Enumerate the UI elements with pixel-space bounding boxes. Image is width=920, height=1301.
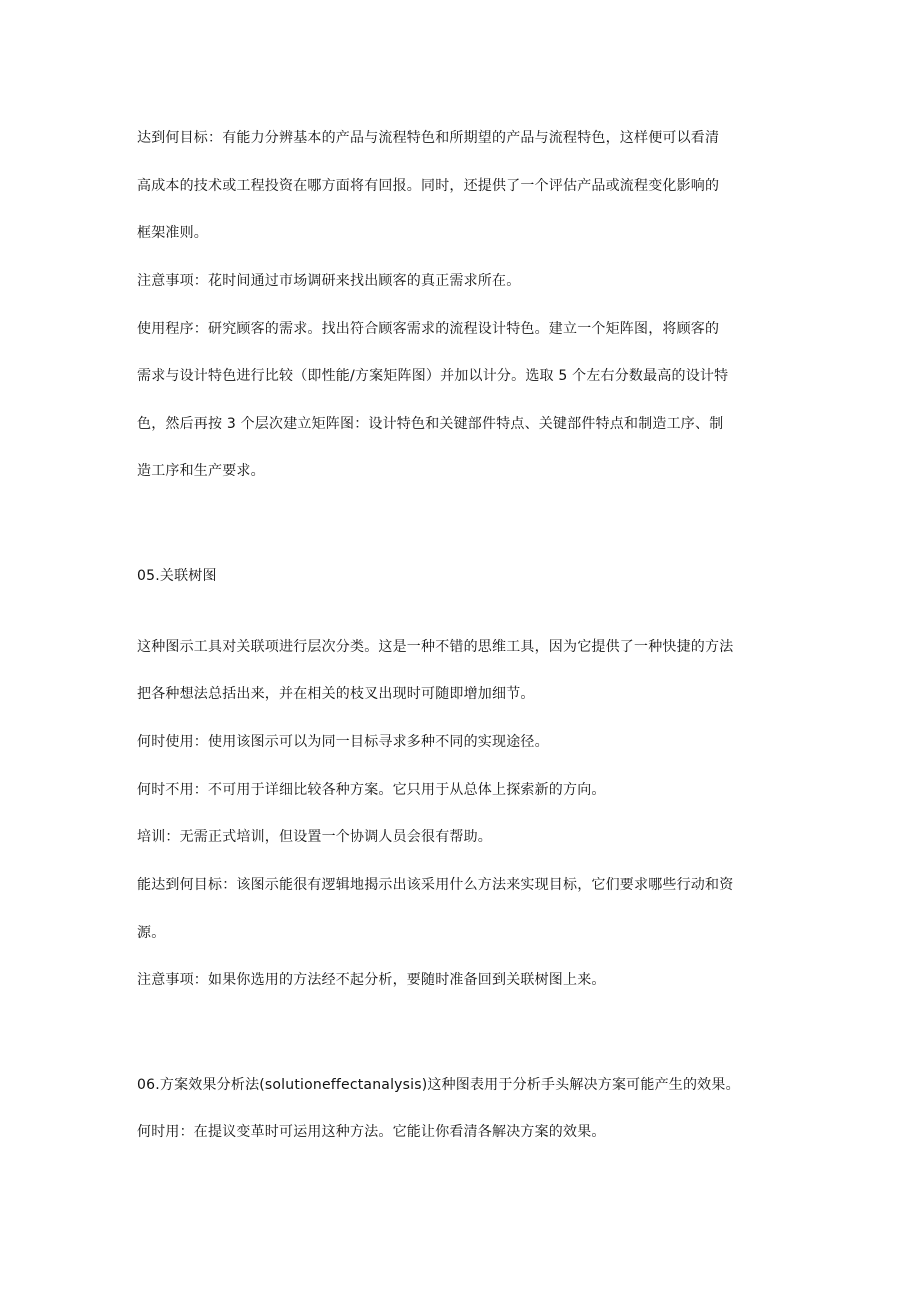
section-heading-05: 05.关联树图 <box>137 568 217 584</box>
section-heading-06: 06.方案效果分析法(solutioneffectanalysis)这种图表用于分析手头解决方案可能产生的效果。 <box>137 1077 740 1093</box>
text-line-tree-goal-2: 源。 <box>137 925 166 941</box>
text-line-goal-3: 框架准则。 <box>137 225 208 241</box>
text-line-procedure-3: 色，然后再按 3 个层次建立矩阵图：设计特色和关键部件特点、关键部件特点和制造工序、制 <box>137 416 724 432</box>
text-line-tree-intro-2: 把各种想法总括出来，并在相关的枝叉出现时可随即增加细节。 <box>137 686 535 702</box>
text-line-goal-1: 达到何目标：有能力分辨基本的产品与流程特色和所期望的产品与流程特色，这样便可以看清 <box>137 130 720 146</box>
text-line-when-applied: 何时用：在提议变革时可运用这种方法。它能让你看清各解决方案的效果。 <box>137 1124 606 1140</box>
text-line-tree-notes: 注意事项：如果你选用的方法经不起分析，要随时准备回到关联树图上来。 <box>137 972 606 988</box>
text-line-when-not-use: 何时不用：不可用于详细比较各种方案。它只用于从总体上探索新的方向。 <box>137 782 606 798</box>
text-line-procedure-4: 造工序和生产要求。 <box>137 463 265 479</box>
text-line-tree-intro-1: 这种图示工具对关联项进行层次分类。这是一种不错的思维工具，因为它提供了一种快捷的方法 <box>137 639 734 655</box>
text-line-procedure-1: 使用程序：研究顾客的需求。找出符合顾客需求的流程设计特色。建立一个矩阵图，将顾客的 <box>137 321 720 337</box>
text-line-notes: 注意事项：花时间通过市场调研来找出顾客的真正需求所在。 <box>137 273 521 289</box>
text-line-tree-goal-1: 能达到何目标：该图示能很有逻辑地揭示出该采用什么方法来实现目标，它们要求哪些行动和资 <box>137 877 734 893</box>
text-line-when-use: 何时使用：使用该图示可以为同一目标寻求多种不同的实现途径。 <box>137 734 549 750</box>
text-line-training: 培训：无需正式培训，但设置一个协调人员会很有帮助。 <box>137 829 492 845</box>
text-line-procedure-2: 需求与设计特色进行比较（即性能/方案矩阵图）并加以计分。选取 5 个左右分数最高的设计特 <box>137 368 729 384</box>
text-line-goal-2: 高成本的技术或工程投资在哪方面将有回报。同时，还提供了一个评估产品或流程变化影响的 <box>137 178 720 194</box>
